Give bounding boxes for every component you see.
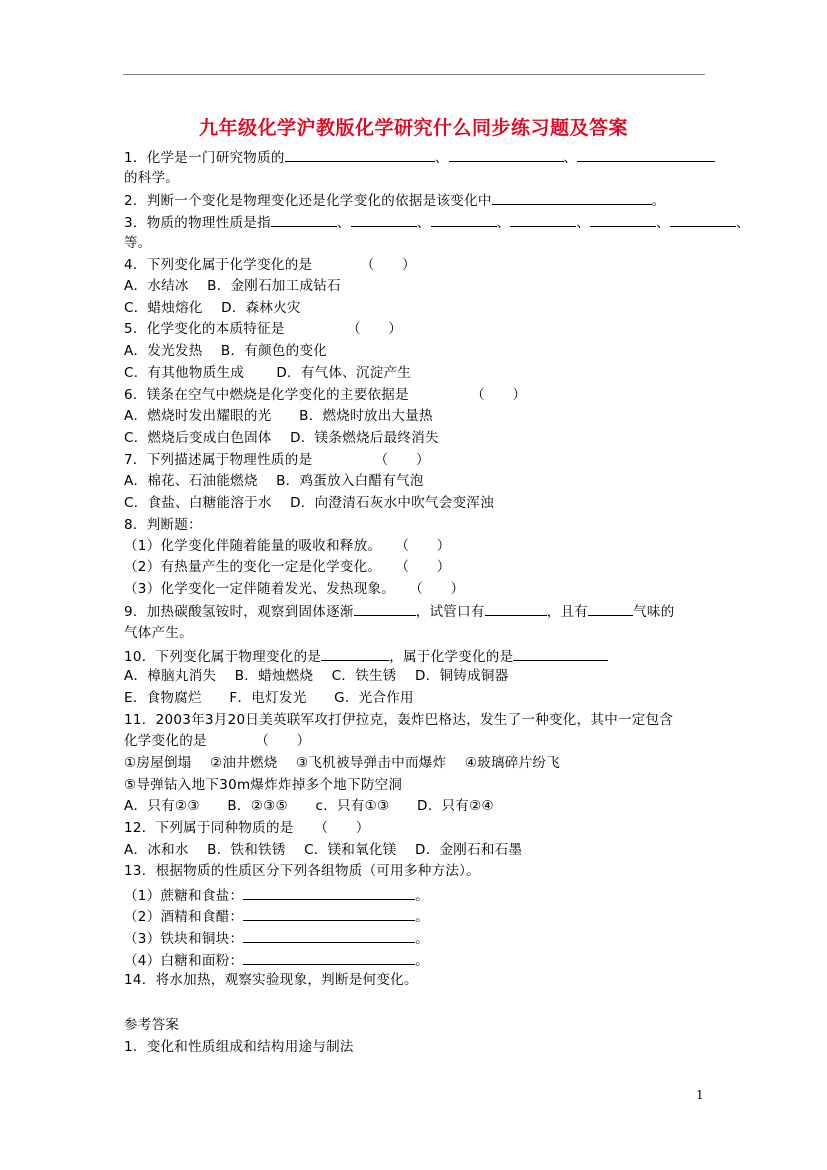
text-line (124, 929, 429, 948)
text-line (124, 387, 526, 404)
text-line (124, 191, 666, 210)
text-line (124, 777, 402, 794)
answer-blank[interactable] (321, 647, 389, 661)
line-text: 9．加热碳酸氢铵时，观察到固体逐渐 (124, 604, 354, 620)
line-text: 。 (415, 909, 430, 925)
text-line (124, 755, 560, 772)
text-line (124, 343, 327, 360)
line-text: 、 (563, 150, 578, 166)
answer-blank[interactable] (285, 148, 435, 162)
line-text: 气味的 (633, 604, 675, 620)
line-text: 、 (434, 150, 449, 166)
line-text: 、 (496, 215, 511, 231)
line-text: 、 (336, 215, 351, 231)
line-text: （4）白糖和面粉： (124, 953, 244, 969)
text-line (124, 170, 179, 187)
answer-blank[interactable] (271, 213, 337, 227)
line-text: ①房屋倒塌 ②油井燃烧 ③飞机被导弹击中而爆炸 ④玻璃碎片纷飞 (124, 755, 560, 771)
text-line (124, 690, 414, 707)
line-text: A．发光发热 B．有颜色的变化 (124, 343, 328, 359)
answer-blank[interactable] (513, 647, 608, 661)
text-line (124, 863, 480, 880)
line-text: 12．下列属于同种物质的是 （ ） (124, 820, 370, 836)
line-text: 3．物质的物理性质是指 (124, 215, 271, 231)
answer-blank[interactable] (431, 213, 497, 227)
line-text: ，试管口有 (415, 604, 485, 620)
line-text: （1）化学变化伴随着能量的吸收和释放。 （ ） (124, 538, 451, 554)
text-line (124, 712, 673, 729)
document-title: 九年级化学沪教版化学研究什么同步练习题及答案 (198, 117, 628, 139)
text-line (124, 602, 675, 621)
answer-blank[interactable] (577, 148, 715, 162)
header-rule (123, 74, 705, 75)
line-text: 4．下列变化属于化学变化的是 （ ） (124, 257, 416, 273)
answer-blank[interactable] (510, 213, 576, 227)
line-text: 、 (656, 215, 670, 231)
line-text: E．食物腐烂 F．电灯发光 G．光合作用 (124, 690, 414, 706)
text-line (124, 907, 429, 926)
text-line (124, 408, 433, 425)
line-text: A．水结冰 B．金刚石加工成钻石 (124, 278, 341, 294)
text-line (124, 148, 715, 167)
text-line (124, 798, 494, 815)
line-text: 。 (651, 193, 666, 209)
line-text: A．冰和水 B．铁和铁锈 C．镁和氧化镁 D．金刚石和石墨 (124, 842, 523, 858)
text-line (124, 452, 430, 469)
answer-blank[interactable] (590, 213, 656, 227)
text-line (124, 235, 152, 252)
text-line (124, 538, 451, 555)
line-text: 气体产生。 (124, 625, 193, 641)
line-text: C．有其他物质生成 D．有气体、沉淀产生 (124, 365, 412, 381)
line-text: 6．镁条在空气中燃烧是化学变化的主要依据是 （ ） (124, 387, 527, 403)
line-text: （2）有热量产生的变化一定是化学变化。 （ ） (124, 559, 451, 575)
line-text: 的科学。 (124, 170, 180, 186)
answer-blank[interactable] (243, 907, 415, 921)
line-text: 8．判断题： (124, 517, 202, 533)
line-text: 11．2003年3月20日美英联军攻打伊拉克，轰炸巴格达，发生了一种变化，其中一定包含 (124, 712, 674, 728)
line-text: 13．根据物质的性质区分下列各组物质（可用多种方法）。 (124, 863, 481, 879)
text-line (124, 365, 411, 382)
line-text: 。 (415, 953, 430, 969)
line-text: 1．化学是一门研究物质的 (124, 150, 285, 166)
answer-blank[interactable] (351, 213, 417, 227)
text-line (124, 647, 608, 666)
line-text: ⑤导弹钻入地下30m爆炸炸掉多个地下防空洞 (124, 777, 403, 793)
line-text: 10．下列变化属于物理变化的是 (124, 649, 322, 665)
line-text: 等。 (124, 235, 152, 251)
text-line (124, 473, 424, 490)
line-text: A．燃烧时发出耀眼的光 B．燃烧时放出大量热 (124, 408, 433, 424)
line-text: C．燃烧后变成白色固体 D．镁条燃烧后最终消失 (124, 430, 439, 446)
text-line (124, 321, 402, 338)
line-text: 参考答案 (124, 1017, 180, 1033)
line-text: （3）铁块和铜块： (124, 931, 244, 947)
text-line (124, 257, 416, 274)
line-text: （1）蔗糖和食盐： (124, 888, 244, 904)
line-text: A．棉花、石油能燃烧 B．鸡蛋放入白醋有气泡 (124, 473, 424, 489)
line-text: 。 (415, 931, 430, 947)
text-line (124, 733, 310, 750)
answer-blank[interactable] (492, 191, 652, 205)
answer-blank[interactable] (243, 929, 415, 943)
text-line (124, 213, 750, 232)
line-text: 5．化学变化的本质特征是 （ ） (124, 321, 403, 337)
answer-blank[interactable] (670, 213, 736, 227)
text-line (124, 278, 341, 295)
line-text: 、 (576, 215, 591, 231)
text-line (124, 1039, 354, 1056)
text-line (124, 972, 418, 989)
line-text: （3）化学变化一定伴随着发光、发热现象。 （ ） (124, 581, 465, 597)
answer-blank[interactable] (243, 886, 415, 900)
line-text: 1．变化和性质组成和结构用途与制法 (124, 1039, 354, 1055)
text-line (124, 559, 451, 576)
line-text: 。 (415, 888, 430, 904)
line-text: 化学变化的是 （ ） (124, 733, 311, 749)
page-number: 1 (696, 1088, 704, 1102)
answer-blank[interactable] (354, 602, 416, 616)
text-line (124, 625, 193, 642)
line-text: ，且有 (546, 604, 589, 620)
line-text: 、 (735, 215, 750, 231)
answer-blank[interactable] (243, 951, 415, 965)
answer-blank[interactable] (485, 602, 547, 616)
line-text: 、 (416, 215, 431, 231)
text-line (124, 820, 370, 837)
line-text: C．食盐、白糖能溶于水 D．向澄清石灰水中吹气会变浑浊 (124, 495, 495, 511)
text-line (124, 886, 429, 905)
answer-blank[interactable] (449, 148, 564, 162)
text-line (124, 300, 301, 317)
text-line (124, 1017, 179, 1034)
line-text: 7．下列描述属于物理性质的是 （ ） (124, 452, 430, 468)
line-text: （2）酒精和食醋： (124, 909, 244, 925)
line-text: ，属于化学变化的是 (389, 649, 514, 665)
line-text: 14．将水加热，观察实验现象，判断是何变化。 (124, 972, 418, 988)
line-text: C．蜡烛熔化 D．森林火灾 (124, 300, 301, 316)
text-line (124, 842, 522, 859)
text-line (124, 495, 494, 512)
line-text: A．樟脑丸消失 B．蜡烛燃烧 C．铁生锈 D．铜铸成铜器 (124, 668, 509, 684)
line-text: A．只有②③ B．②③⑤ c．只有①③ D．只有②④ (124, 798, 494, 814)
text-line (124, 581, 464, 598)
text-line (124, 951, 429, 970)
text-line (124, 668, 509, 685)
line-text: 2．判断一个变化是物理变化还是化学变化的依据是该变化中 (124, 193, 492, 209)
text-line (124, 517, 202, 534)
answer-blank[interactable] (588, 602, 633, 616)
text-line (124, 430, 439, 447)
